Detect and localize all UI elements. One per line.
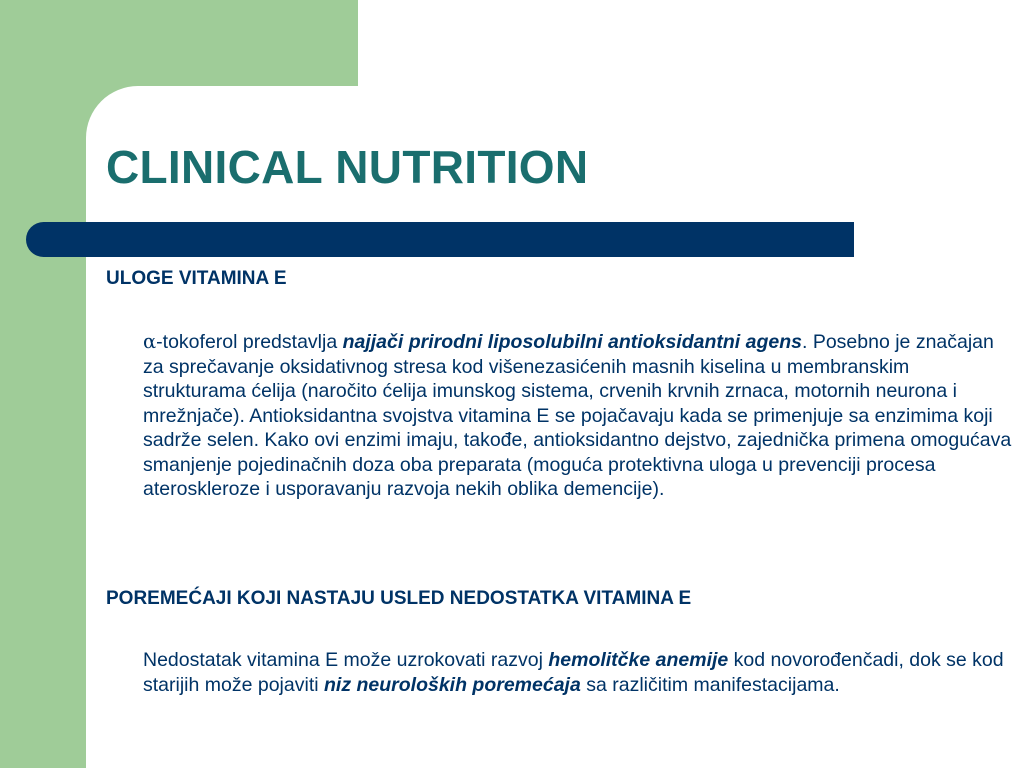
roles-paragraph bbox=[143, 330, 1015, 502]
alpha-symbol: α bbox=[143, 330, 157, 353]
deficiency-paragraph bbox=[143, 648, 1015, 697]
deficiency-emphasis-neuro: niz neuroloških poremećaja bbox=[323, 673, 581, 696]
slide-title: CLINICAL NUTRITION bbox=[106, 141, 589, 193]
section-heading-deficiency: POREMEĆAJI KOJI NASTAJU USLED NEDOSTATKA VITAMINA E bbox=[106, 588, 692, 609]
roles-text-1: -tokoferol predstavlja bbox=[156, 331, 343, 353]
roles-text-2: . Posebno je značajan za sprečavanje oksidativnog stresa kod višenezasićenih masnih kiselina u membranskim strukturama ćelija (naročito ćelija imunskog sistema, crvenih krvnih zrnaca, motornih neurona i mrežnjače). Antioksidantna svojstva vitamina E se pojačavaju kada se primenjuje sa enzimima koji sadrže selen. Kako ovi enzimi imaju, takođe, antioksidantno dejstvo, zajednička primena omogućava smanjenje pojedinačnih doza oba preparata (moguća protektivna uloga u prevenciji procesa ateroskleroze i usporavanju razvoja nekih oblika demencije). bbox=[143, 331, 1012, 500]
section-heading-roles: ULOGE VITAMINA E bbox=[106, 268, 287, 289]
deficiency-text-2: kod novorođenčadi, dok se kod starijih može pojaviti bbox=[143, 649, 1004, 696]
title-underline-bar bbox=[26, 222, 854, 257]
deficiency-emphasis-anemia: hemolitčke anemije bbox=[548, 649, 729, 671]
roles-emphasis: najjači prirodni liposolubilni antioksidantni agens bbox=[342, 331, 802, 353]
deficiency-text-3: sa različitim manifestacijama. bbox=[580, 673, 840, 696]
deficiency-text-1: Nedostatak vitamina E može uzrokovati razvoj bbox=[143, 649, 549, 671]
